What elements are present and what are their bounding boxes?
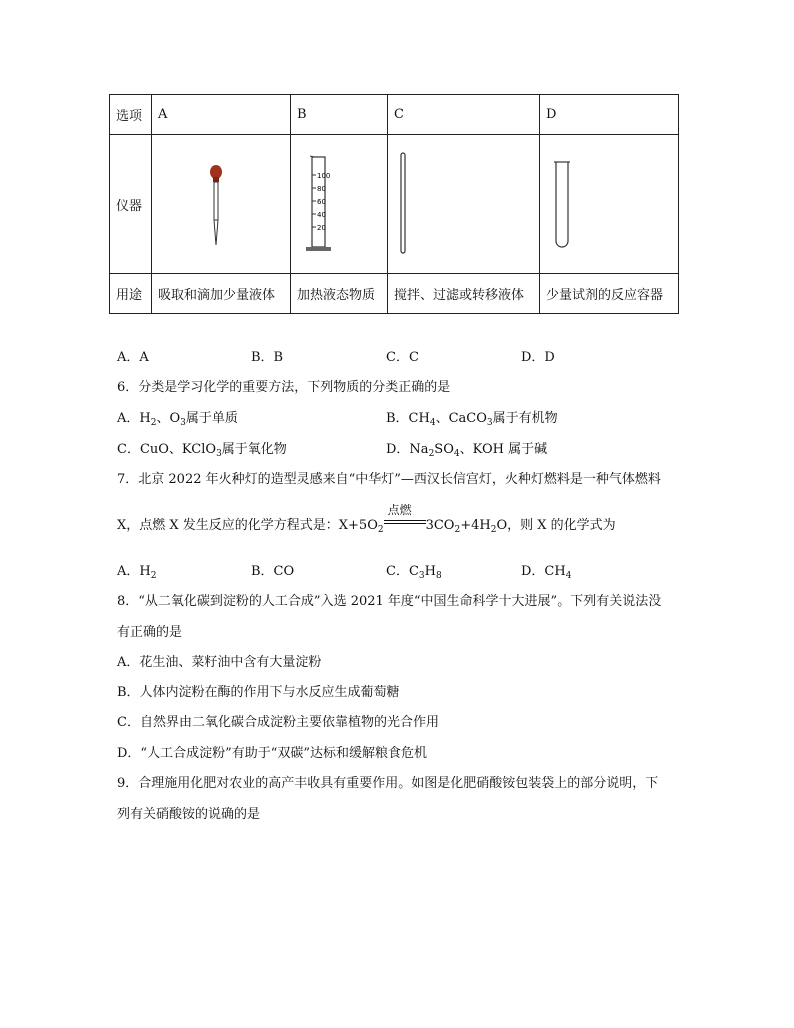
row-instrument-label: 仪器 — [110, 135, 152, 274]
use-d: 少量试剂的反应容器 — [540, 274, 679, 314]
test-tube-cell — [540, 135, 679, 274]
q8-option-a[interactable]: A．花生油、菜籽油中含有大量淀粉 — [117, 655, 322, 670]
reaction-condition: 点燃 — [384, 515, 426, 529]
q7-option-b[interactable]: B．CO — [251, 564, 295, 579]
dropper-cell — [152, 135, 291, 274]
q8-stem-line1: 8．“从二氧化碳到淀粉的人工合成”入选 2021 年度“中国生命科学十大进展”。下列有关说法没 — [117, 594, 662, 609]
graduated-cylinder-cell — [291, 135, 388, 274]
row-use-label: 用途 — [110, 274, 152, 314]
instrument-table — [109, 94, 679, 314]
q7-option-c[interactable]: C．$C_3H_8$ — [386, 564, 442, 581]
tick-60: 60 — [317, 198, 326, 206]
q6-option-a[interactable]: A．$H_2$、$O_3$属于单质 — [117, 411, 238, 428]
q5-option-d[interactable]: D．D — [521, 350, 555, 365]
tick-20: 20 — [317, 224, 326, 232]
q5-option-c[interactable]: C．C — [386, 350, 419, 365]
q7-stem-line2: X，点燃 X 发生反应的化学方程式是：$X+5O_2$ 点燃 $3CO_2+4H_2O$，则 X 的化学式为 — [117, 503, 616, 535]
use-c: 搅拌、过滤或转移液体 — [388, 274, 540, 314]
q7-stem-line1: 7．北京 2022 年火种灯的造型灵感来自“中华灯”—西汉长信宫灯，火种灯燃料是一种气体燃料 — [117, 472, 661, 487]
q8-option-d[interactable]: D．“人工合成淀粉”有助于“双碳”达标和缓解粮食危机 — [117, 746, 428, 761]
header-c: C — [388, 95, 540, 135]
q6-stem: 6．分类是学习化学的重要方法，下列物质的分类正确的是 — [117, 380, 451, 395]
glass-rod-cell — [388, 135, 540, 274]
use-a: 吸取和滴加少量液体 — [152, 274, 291, 314]
dropper-icon — [152, 135, 291, 269]
test-tube-icon — [540, 135, 679, 269]
header-a: A — [152, 95, 291, 135]
q8-option-c[interactable]: C．自然界由二氧化碳合成淀粉主要依靠植物的光合作用 — [117, 715, 439, 730]
tick-100: 100 — [317, 172, 331, 180]
q5-option-b[interactable]: B．B — [251, 350, 284, 365]
tick-40: 40 — [317, 211, 326, 219]
header-d: D — [540, 95, 679, 135]
q8-stem-line2: 有正确的是 — [117, 625, 183, 640]
q7-option-a[interactable]: A．$H_2$ — [117, 564, 157, 581]
graduated-cylinder-icon — [291, 135, 388, 269]
q5-option-a[interactable]: A．A — [117, 350, 149, 365]
header-b: B — [291, 95, 388, 135]
q9-stem-line2: 列有关硝酸铵的说确的是 — [117, 807, 261, 822]
q7-option-d[interactable]: D．$CH_4$ — [521, 564, 572, 581]
q6-option-c[interactable]: C．CuO、KClO$_3$属于氧化物 — [117, 442, 287, 459]
q9-stem-line1: 9．合理施用化肥对农业的高产丰收具有重要作用。如图是化肥硝酸铵包装袋上的部分说明，下 — [117, 776, 659, 791]
q6-option-d[interactable]: D．$Na_2SO_4$、KOH 属于碱 — [386, 442, 548, 459]
q6-option-b[interactable]: B．$CH_4$、CaCO$_3$属于有机物 — [386, 411, 558, 428]
header-option: 选项 — [110, 95, 152, 135]
q8-option-b[interactable]: B．人体内淀粉在酶的作用下与水反应生成葡萄糖 — [117, 685, 400, 700]
tick-80: 80 — [317, 185, 326, 193]
use-b: 加热液态物质 — [291, 274, 388, 314]
glass-rod-icon — [388, 135, 540, 269]
